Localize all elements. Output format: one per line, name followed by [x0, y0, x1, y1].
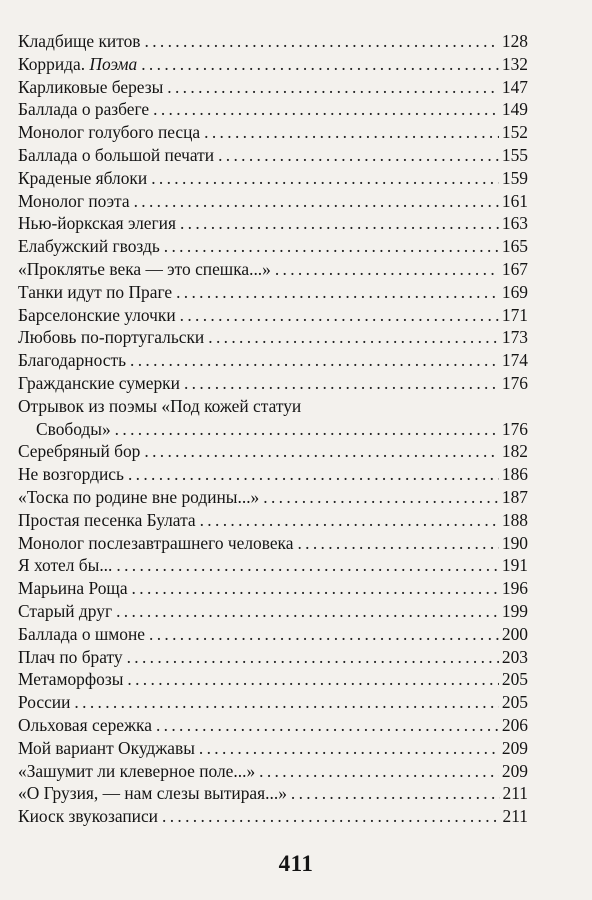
dot-leader: [115, 418, 499, 441]
toc-entry: [18, 30, 528, 53]
toc-entry: [18, 144, 528, 167]
dot-leader: [184, 372, 499, 395]
toc-entry-page: 209: [501, 737, 528, 758]
dot-leader: [291, 782, 500, 805]
toc-entry: [18, 326, 528, 349]
toc-entry-title: Отрывок из поэмы «Под кожей статуи: [18, 395, 302, 416]
dot-leader: [127, 668, 499, 691]
dot-leader: [200, 509, 499, 532]
dot-leader: [167, 76, 499, 99]
toc-entry-title: Елабужский гвоздь: [18, 236, 160, 257]
toc-entry-page: 161: [501, 190, 528, 211]
toc-entry: [18, 554, 528, 577]
toc-entry: [18, 372, 528, 395]
dot-leader: [134, 190, 499, 213]
toc-entry-page: 171: [501, 304, 528, 325]
toc-entry-title: Танки идут по Праге: [18, 281, 173, 302]
toc-entry-page: 176: [501, 418, 528, 439]
toc-entry-title: Карликовые березы: [18, 76, 164, 97]
toc-entry: [18, 76, 528, 99]
dot-leader: [218, 144, 499, 167]
toc-entry-page: 191: [501, 555, 528, 576]
dot-leader: [208, 326, 499, 349]
toc-entry: [18, 646, 528, 669]
toc-entry: [18, 258, 528, 281]
page-number: 411: [278, 851, 314, 876]
toc-entry-genre: Поэма: [89, 53, 138, 74]
toc-entry-title: «Зашумит ли клеверное поле...»: [18, 760, 256, 781]
toc-entry: [18, 737, 528, 760]
toc-entry: [18, 623, 528, 646]
toc-entry-title: Краденые яблоки: [18, 167, 148, 188]
toc-entry: [18, 714, 528, 737]
toc-entry: [18, 98, 528, 121]
toc-entry: [18, 782, 528, 805]
toc-entry: [18, 440, 528, 463]
toc-entry-title: Мой вариант Окуджавы: [18, 737, 195, 758]
dot-leader: [144, 440, 499, 463]
toc-entry: [18, 760, 528, 783]
dot-leader: [176, 281, 499, 304]
toc-entry-page: 196: [501, 578, 528, 599]
toc-entry-title: Монолог послезавтрашнего человека: [18, 532, 294, 553]
dot-leader: [259, 760, 499, 783]
toc-entry-title: Ольховая сережка: [18, 714, 152, 735]
dot-leader: [116, 600, 499, 623]
toc-entry-title: Любовь по-португальски: [18, 327, 205, 348]
toc-entry-page: 165: [501, 236, 528, 257]
toc-entry: [18, 281, 528, 304]
toc-entry-page: 203: [501, 646, 528, 667]
toc-entry-title: «Тоска по родине вне родины...»: [18, 486, 260, 507]
toc-entry-page: 211: [502, 806, 528, 827]
dot-leader: [128, 463, 499, 486]
toc-entry-title: Старый друг: [18, 600, 113, 621]
table-of-contents: [18, 30, 528, 828]
toc-entry: [18, 395, 528, 441]
toc-entry-title: Нью-йоркская элегия: [18, 213, 176, 234]
dot-leader: [180, 212, 499, 235]
toc-entry-title: России: [18, 692, 71, 713]
toc-entry: [18, 668, 528, 691]
toc-entry-page: 187: [501, 486, 528, 507]
toc-entry: [18, 805, 528, 828]
toc-entry-title-continued: Свободы»: [36, 418, 111, 439]
toc-entry: [18, 600, 528, 623]
toc-entry-title: Монолог поэта: [18, 190, 130, 211]
toc-entry-page: 200: [501, 623, 528, 644]
toc-entry-title: Метаморфозы: [18, 669, 124, 690]
dot-leader: [151, 167, 499, 190]
toc-entry: [18, 304, 528, 327]
toc-entry-title: Не возгордись: [18, 464, 124, 485]
toc-entry-page: 152: [501, 122, 528, 143]
toc-entry-page: 205: [501, 669, 528, 690]
dot-leader: [127, 646, 499, 669]
toc-entry-page: 186: [501, 464, 528, 485]
toc-entry: [18, 486, 528, 509]
toc-entry-page: 149: [501, 99, 528, 120]
toc-entry-title: Простая песенка Булата: [18, 509, 196, 530]
toc-entry-title: Баллада о большой печати: [18, 144, 215, 165]
toc-entry: [18, 577, 528, 600]
toc-entry-title: Гражданские сумерки: [18, 372, 180, 393]
toc-entry-title: Благодарность: [18, 350, 126, 371]
toc-entry-page: 190: [501, 532, 528, 553]
dot-leader: [297, 532, 498, 555]
toc-entry-title: Марьина Роща: [18, 578, 128, 599]
dot-leader: [74, 691, 498, 714]
toc-entry: [18, 509, 528, 532]
toc-entry-title: Баллада о шмоне: [18, 623, 146, 644]
toc-entry-page: 167: [501, 258, 528, 279]
dot-leader: [164, 235, 499, 258]
toc-entry-page: 128: [501, 31, 528, 51]
toc-entry-page: 132: [501, 53, 528, 74]
dot-leader: [263, 486, 499, 509]
toc-entry: [18, 212, 528, 235]
toc-entry-title: Киоск звукозаписи: [18, 806, 158, 827]
toc-entry-title: «О Грузия, — нам слезы вытирая...»: [18, 783, 287, 804]
dot-leader: [180, 304, 499, 327]
toc-entry-title: Кладбище китов: [18, 31, 141, 51]
toc-entry: [18, 691, 528, 714]
dot-leader: [156, 714, 499, 737]
toc-entry: [18, 121, 528, 144]
dot-leader: [132, 577, 499, 600]
toc-entry-page: 169: [501, 281, 528, 302]
dot-leader: [199, 737, 499, 760]
toc-entry-page: 159: [501, 167, 528, 188]
toc-entry: [18, 235, 528, 258]
toc-entry-page: 176: [501, 372, 528, 393]
toc-entry-title: Баллада о разбеге: [18, 99, 150, 120]
toc-entry: [18, 53, 528, 76]
dot-leader: [153, 98, 499, 121]
toc-entry: [18, 463, 528, 486]
toc-entry-page: 206: [501, 714, 528, 735]
dot-leader: [145, 30, 499, 53]
toc-entry-title: Коррида. Поэма: [18, 53, 138, 74]
toc-entry-page: 211: [502, 783, 528, 804]
dot-leader: [130, 349, 499, 372]
toc-entry-title: Я хотел бы...: [18, 555, 113, 576]
toc-entry: [18, 190, 528, 213]
dot-leader: [162, 805, 500, 828]
toc-entry-page: 163: [501, 213, 528, 234]
toc-entry-page: 188: [501, 509, 528, 530]
toc-entry-title: Плач по брату: [18, 646, 123, 667]
dot-leader: [116, 554, 499, 577]
toc-entry-page: 182: [501, 441, 528, 462]
toc-entry-page: 174: [501, 350, 528, 371]
toc-entry: [18, 349, 528, 372]
toc-entry-title: Барселонские улочки: [18, 304, 176, 325]
toc-entry-page: 173: [501, 327, 528, 348]
toc-entry-page: 205: [501, 692, 528, 713]
toc-entry-page: 147: [501, 76, 528, 97]
toc-entry-title: Монолог голубого песца: [18, 122, 201, 143]
toc-entry-page: 209: [501, 760, 528, 781]
dot-leader: [204, 121, 499, 144]
dot-leader: [141, 53, 499, 76]
toc-entry-title: «Проклятье века — это спешка...»: [18, 258, 271, 279]
toc-entry-page: 155: [501, 144, 528, 165]
toc-entry: [18, 532, 528, 555]
dot-leader: [149, 623, 499, 646]
toc-entry: [18, 167, 528, 190]
dot-leader: [275, 258, 499, 281]
toc-entry-title: Серебряный бор: [18, 441, 141, 462]
toc-entry-page: 199: [501, 600, 528, 621]
